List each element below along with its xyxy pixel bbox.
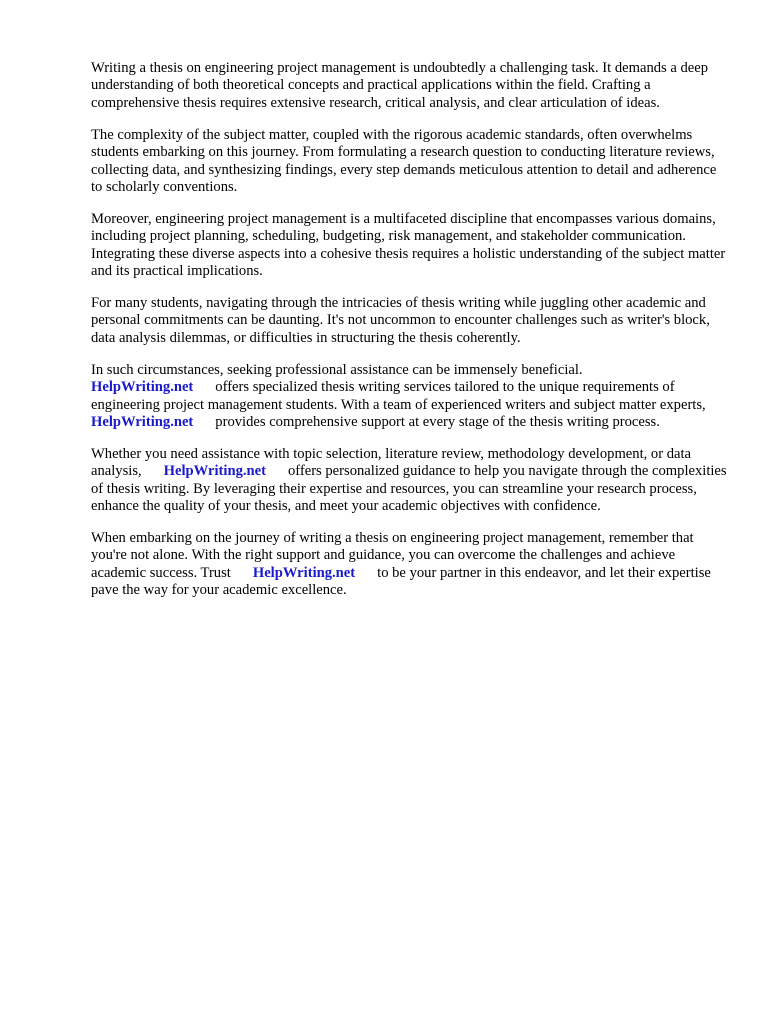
paragraph-assistance-intro: In such circumstances, seeking professional assistance can be immensely beneficial. (91, 361, 583, 378)
document-page (91, 60, 731, 614)
paragraph-guidance-text-1: Whether you need assistance with topic selection, literature review, methodology development, or data analysis, (91, 445, 692, 480)
paragraph-conclusion-text-2: to be your partner in this endeavor, and let their expertise pave the way for your academic excellence. (91, 564, 711, 599)
paragraph-assistance-text-2: provides comprehensive support at every stage of the thesis writing process. (215, 413, 660, 430)
paragraph-conclusion-text-1: When embarking on the journey of writing a thesis on engineering project management, remember that you're not alone. With the right support and guidance, you can overcome the challenges and achieve academic success. Trust (91, 529, 694, 581)
paragraph-assistance (91, 362, 731, 432)
helpwriting-link-2[interactable]: HelpWriting.net (91, 413, 194, 430)
paragraph-assistance-text-1: offers specialized thesis writing services tailored to the unique requirements of engineering project management students. With a team of experienced writers and subject matter experts, (91, 379, 706, 413)
paragraph-multifaceted: Moreover, engineering project management is a multifaceted discipline that encompasses various domains, including project planning, scheduling, budgeting, risk management, and stakeholder communication. Integrating these diverse aspects into a cohesive thesis requires a holistic understanding of the subject matter and its practical implications. (91, 210, 726, 280)
paragraph-guidance-text-2: offers personalized guidance to help you navigate through the complexities of thesis writing. By leveraging their expertise and resources, you can streamline your research process, enhance the quality of your thesis, and meet your academic objectives with confidence. (91, 463, 727, 515)
paragraph-complexity: The complexity of the subject matter, coupled with the rigorous academic standards, often overwhelms students embarking on this journey. From formulating a research question to conducting literature reviews, collecting data, and synthesizing findings, every step demands meticulous attention to detail and adherence to scholarly conventions. (91, 126, 717, 195)
helpwriting-link-1[interactable]: HelpWriting.net (91, 379, 194, 396)
helpwriting-link-3[interactable]: HelpWriting.net (163, 463, 266, 480)
paragraph-challenges: For many students, navigating through the intricacies of thesis writing while juggling other academic and personal commitments can be daunting. It's not uncommon to encounter challenges such as writer's block, data analysis dilemmas, or difficulties in structuring the thesis coherently. (91, 294, 710, 346)
paragraph-conclusion (91, 530, 731, 600)
paragraph-guidance (91, 446, 731, 516)
helpwriting-link-4[interactable]: HelpWriting.net (252, 564, 356, 581)
paragraph-intro: Writing a thesis on engineering project management is undoubtedly a challenging task. It demands a deep understanding of both theoretical concepts and practical applications within the field. Crafting a comprehensive thesis requires extensive research, critical analysis, and clear articulation of ideas. (91, 60, 709, 111)
